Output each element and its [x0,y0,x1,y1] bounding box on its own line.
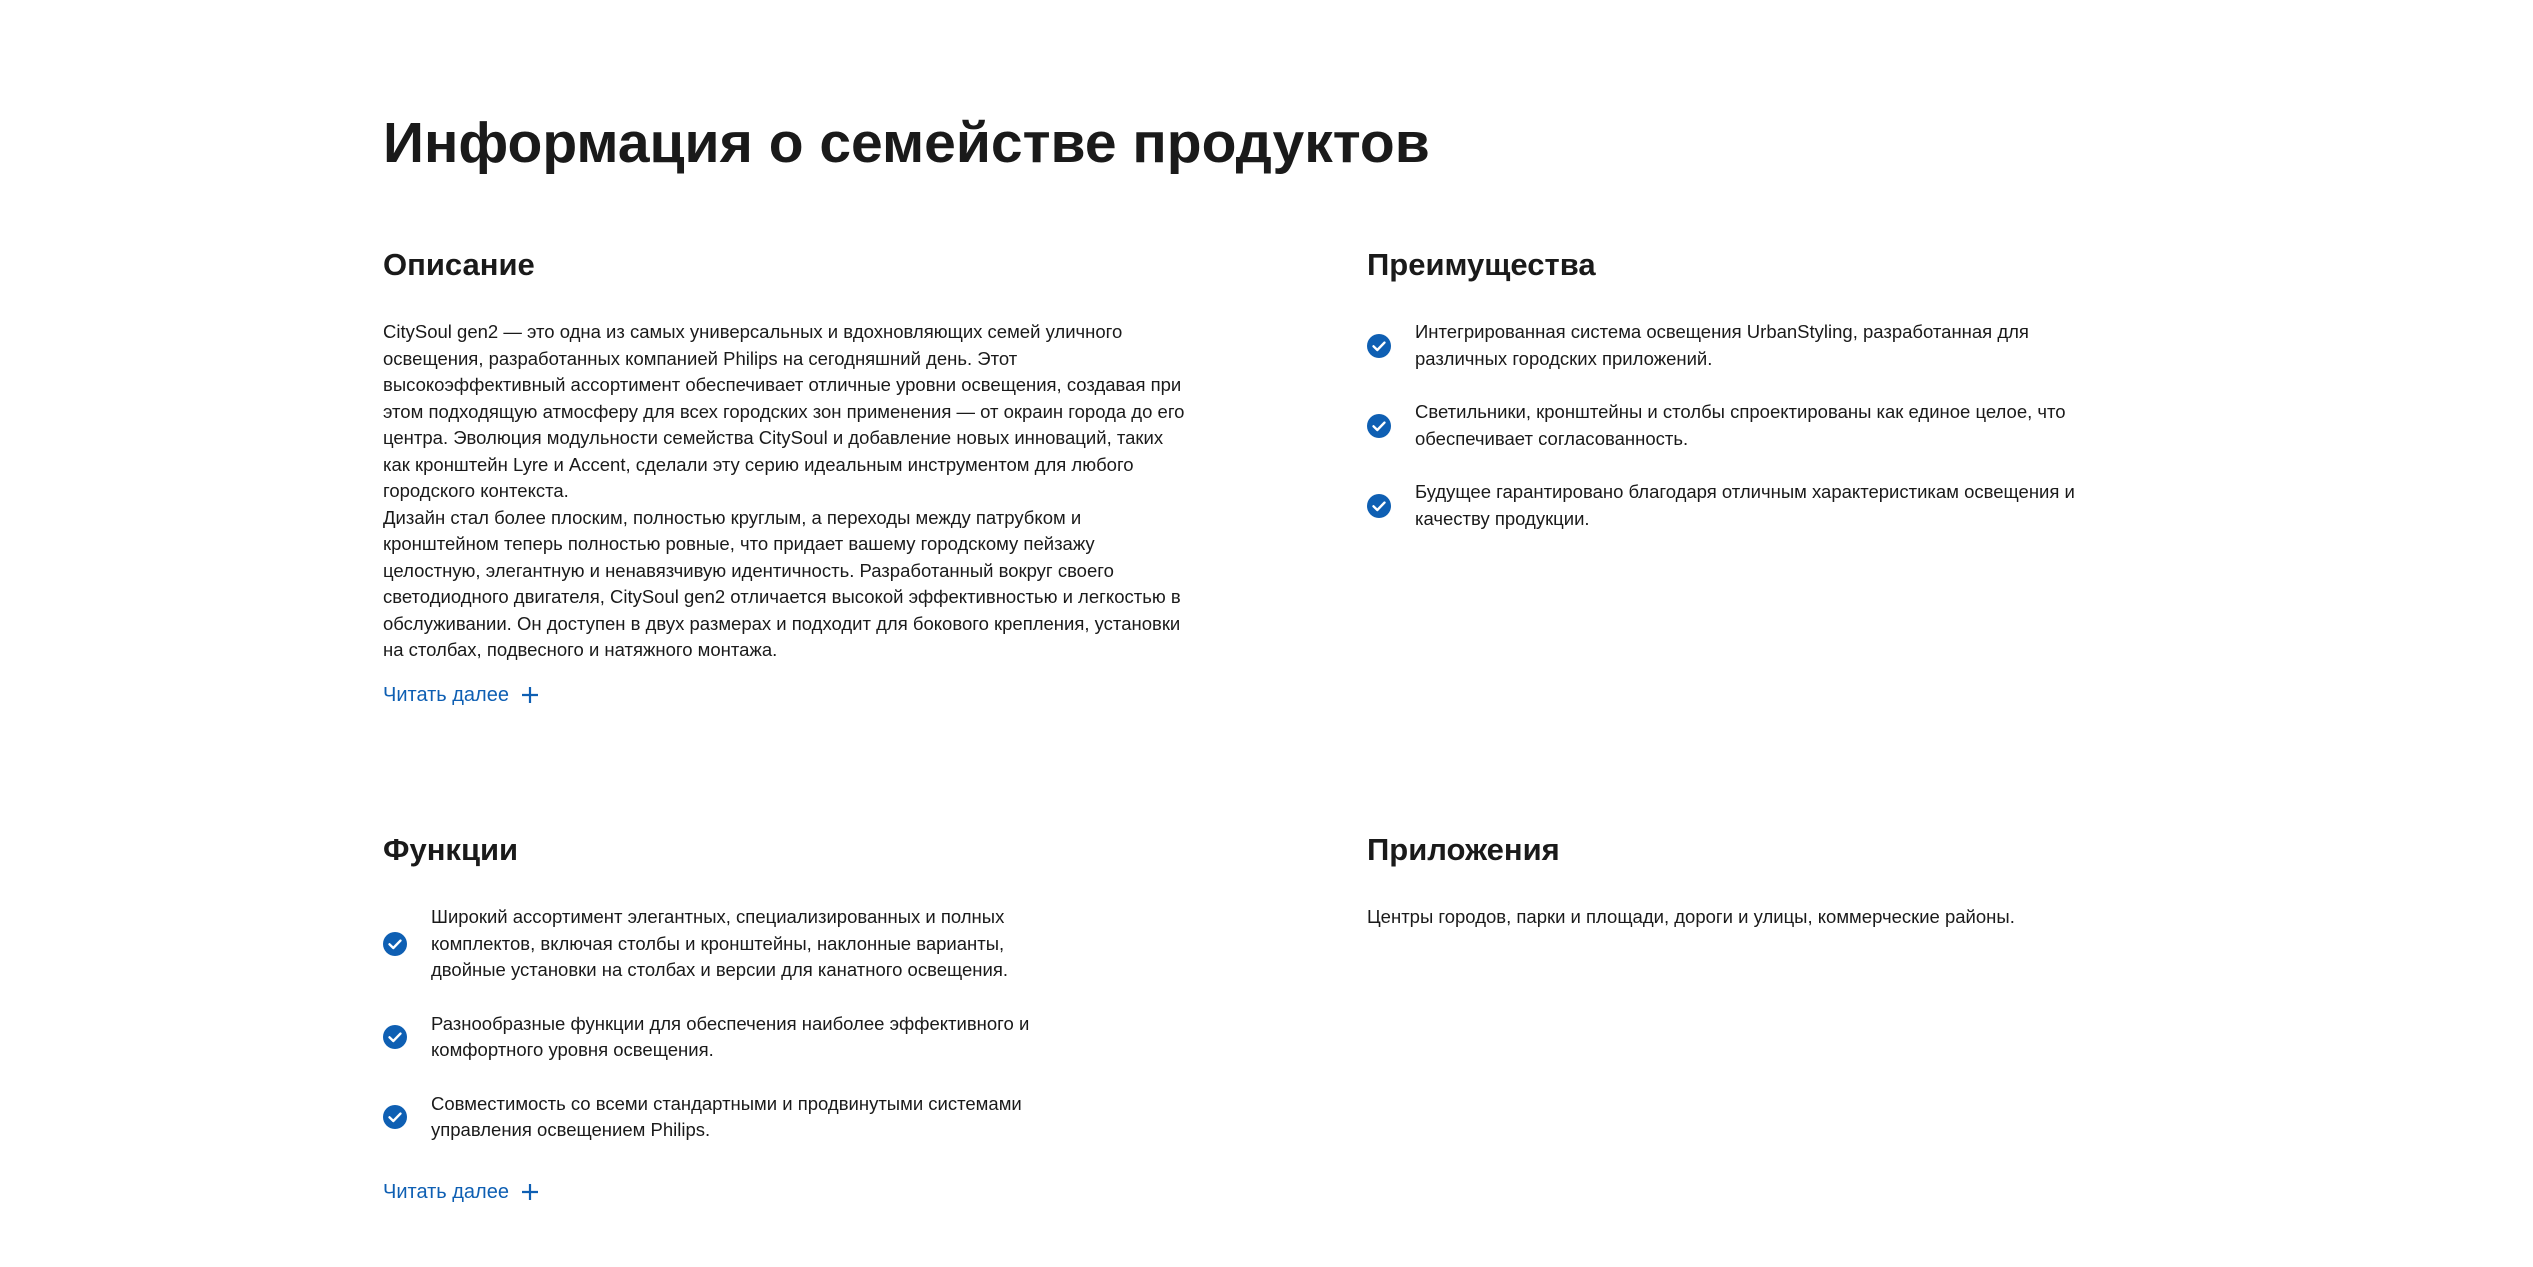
check-circle-icon [383,932,407,956]
list-item [1367,399,2097,452]
plus-icon [521,686,539,704]
list-item-text: Широкий ассортимент элегантных, специализированных и полных комплектов, включая столбы и кронштейны, наклонные варианты, двойные установки на столбах и версии для канатного освещения. [431,906,1008,980]
benefits-list [1367,319,2097,532]
list-item-text: Будущее гарантировано благодаря отличным характеристикам освещения и качеству продукции. [1415,481,2075,529]
applications-section [1367,830,2167,931]
page-title: Информация о семействе продуктов [383,111,1430,175]
applications-text: Центры городов, парки и площади, дороги и улицы, коммерческие районы. [1367,906,2015,927]
check-circle-icon [383,1105,407,1129]
list-item-text: Светильники, кронштейны и столбы спроектированы как единое целое, что обеспечивает согласованность. [1415,401,2066,449]
functions-heading: Функции [383,832,519,867]
read-more-label: Читать далее [383,1180,509,1203]
check-circle-icon [383,1025,407,1049]
description-text [383,319,1195,664]
list-item [383,1011,1113,1064]
check-circle-icon [1367,494,1391,518]
description-paragraph-1: CitySoul gen2 — это одна из самых универсальных и вдохновляющих семей уличного освещения, разработанных компанией Philips на сегодняшний день. Этот высокоэффективный ассортимент обеспечивает отличные уровни освещения, создавая при этом подходящую атмосферу для всех городских зон применения — от окраин города до его центра. Эволюция модульности семейства CitySoul и добавление новых инноваций, таких как кронштейн Lyre и Accent, сделали эту серию идеальным инструментом для любого городского контекста. [383,321,1185,501]
list-item-text: Интегрированная система освещения UrbanStyling, разработанная для различных городских приложений. [1415,321,2029,369]
description-section [383,245,1213,708]
benefits-heading: Преимущества [1367,247,1596,282]
description-heading: Описание [383,247,535,282]
description-read-more-link[interactable] [383,682,539,708]
functions-section [383,830,1113,1205]
plus-icon [521,1183,539,1201]
applications-heading: Приложения [1367,832,1560,867]
check-circle-icon [1367,334,1391,358]
list-item [383,1091,1113,1144]
list-item [383,904,1113,984]
check-circle-icon [1367,414,1391,438]
list-item [1367,479,2097,532]
list-item-text: Разнообразные функции для обеспечения наиболее эффективного и комфортного уровня освещения. [431,1012,1030,1060]
functions-list [383,904,1113,1144]
list-item-text: Совместимость со всеми стандартными и продвинутыми системами управления освещением Philips. [431,1092,1022,1140]
description-paragraph-2: Дизайн стал более плоским, полностью круглым, а переходы между патрубком и кронштейном теперь полностью ровные, что придает вашему городскому пейзажу целостную, элегантную и ненавязчивую идентичность. Разработанный вокруг своего светодиодного двигателя, CitySoul gen2 отличается высокой эффективностью и легкостью в обслуживании. Он доступен в двух размерах и подходит для бокового крепления, установки на столбах, подвесного и натяжного монтажа. [383,506,1181,660]
functions-read-more-link[interactable] [383,1179,539,1205]
list-item [1367,319,2097,372]
read-more-label: Читать далее [383,683,509,706]
benefits-section [1367,245,2097,559]
